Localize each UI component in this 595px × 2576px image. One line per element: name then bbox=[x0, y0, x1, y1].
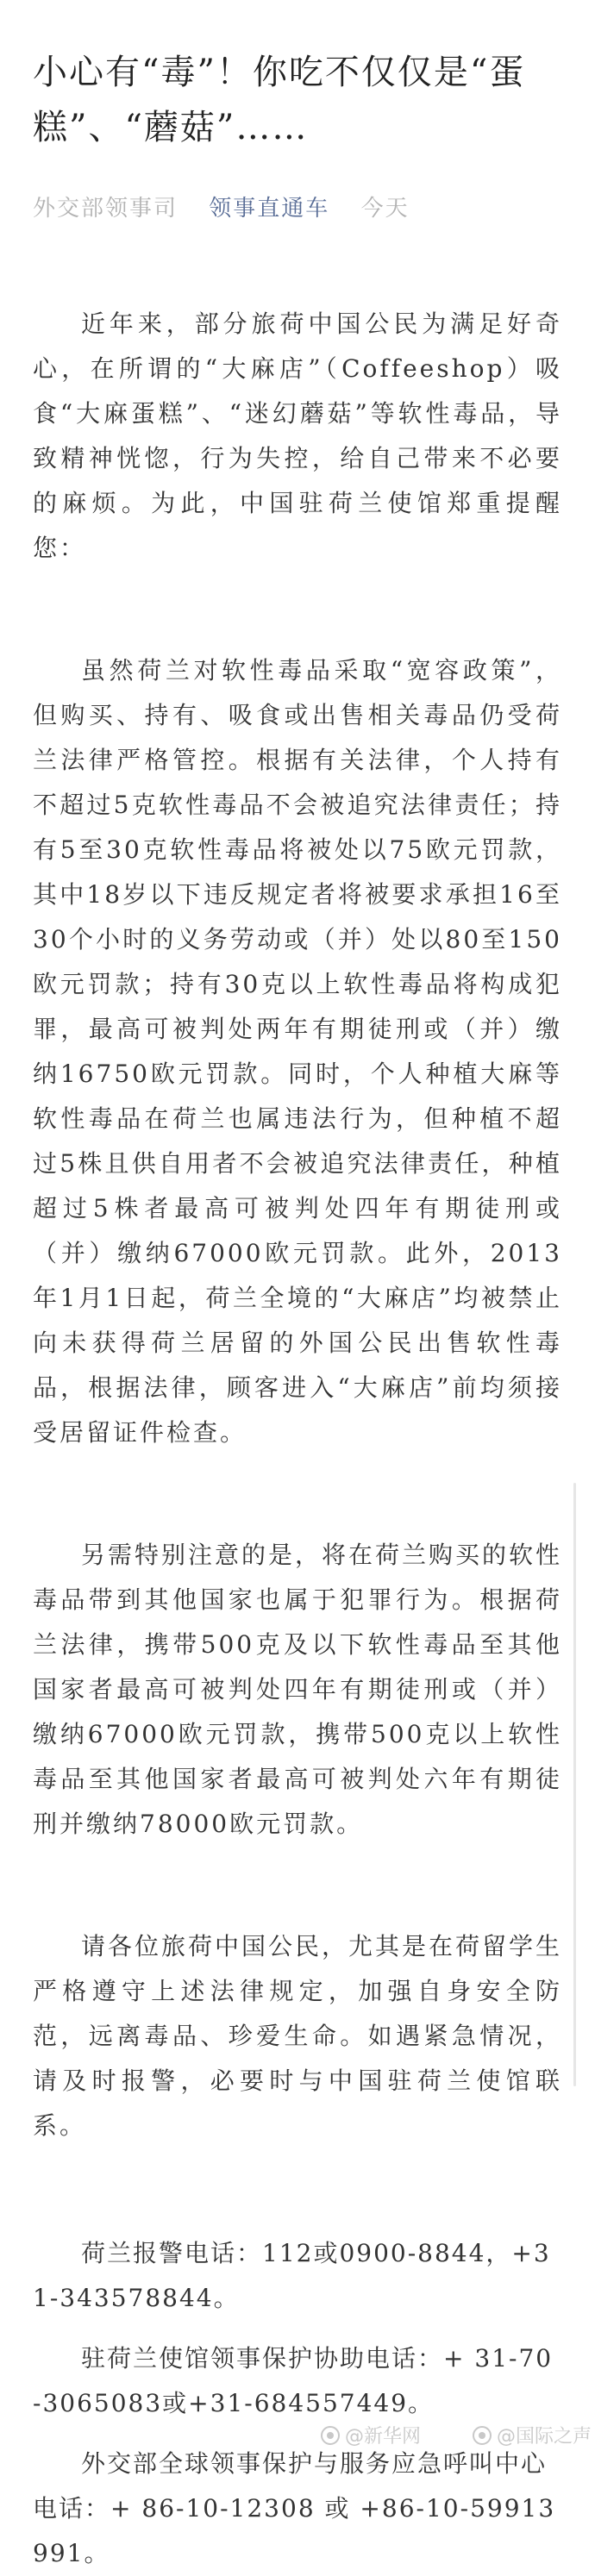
weibo-logo-icon bbox=[473, 2426, 492, 2445]
contact-label: 荷兰报警电话： bbox=[81, 2239, 263, 2267]
paragraph-intro: 近年来，部分旅荷中国公民为满足好奇心，在所谓的“大麻店”（Coffeeshop）吸食“大麻蛋糕”、“迷幻蘑菇”等软性毒品，导致精神恍惚，行为失控，给自己带来不必要的麻烦。为此，中国驻荷兰使馆郑重提醒您： bbox=[33, 309, 562, 562]
account-link[interactable]: 领事直通车 bbox=[209, 196, 330, 222]
author-name: 外交部领事司 bbox=[33, 196, 178, 222]
contact-number[interactable]: + 31-70-3065083或+31-684557449。 bbox=[33, 2344, 554, 2417]
contact-list bbox=[33, 2231, 562, 2576]
paragraph-warning: 另需特别注意的是，将在荷兰购买的软性毒品带到其他国家也属于犯罪行为。根据荷兰法律，携带500克及以下软性毒品至其他国家者最高可被判处四年有期徒刑或（并）缴纳67000欧元罚款，携带500克以上软性毒品至其他国家者最高可被判处六年有期徒刑并缴纳78000欧元罚款。 bbox=[33, 1541, 563, 1838]
contact-number[interactable]: + 86-10-12308 或 +86-10-59913991。 bbox=[33, 2494, 556, 2567]
article-meta bbox=[33, 193, 562, 224]
article-body bbox=[33, 302, 562, 2576]
watermark-text: @国际之声 bbox=[497, 2426, 592, 2448]
scrollbar[interactable] bbox=[573, 1483, 576, 2086]
weibo-logo-icon bbox=[321, 2426, 340, 2445]
watermark-xinhua bbox=[321, 2422, 421, 2448]
paragraph-advice: 请各位旅荷中国公民，尤其是在荷留学生严格遵守上述法律规定，加强自身安全防范，远离毒品、珍爱生命。如遇紧急情况，请及时报警，必要时与中国驻荷兰使馆联系。 bbox=[33, 1932, 563, 2140]
publish-date: 今天 bbox=[360, 196, 410, 222]
contact-police bbox=[33, 2231, 562, 2321]
contact-label: 驻荷兰使馆领事保护协助电话： bbox=[81, 2344, 444, 2373]
contact-embassy bbox=[33, 2336, 562, 2426]
contact-number[interactable]: 112或0900-8844，+31-343578844。 bbox=[33, 2239, 551, 2312]
watermarks bbox=[0, 2414, 595, 2448]
contact-label: 外交部全球领事保护与服务应急呼叫中心电话： bbox=[33, 2449, 548, 2523]
paragraph-law: 虽然荷兰对软性毒品采取“宽容政策”，但购买、持有、吸食或出售相关毒品仍受荷兰法律严格管控。根据有关法律，个人持有不超过5克软性毒品不会被追究法律责任；持有5至30克软性毒品将被处以75欧元罚款，其中18岁以下违反规定者将被要求承担16至30个小时的义务劳动或（并）处以80至150欧元罚款；持有30克以上软性毒品将构成犯罪，最高可被判处两年有期徒刑或（并）缴纳16750欧元罚款。同时，个人种植大麻等软性毒品在荷兰也属违法行为，但种植不超过5株且供自用者不会被追究法律责任，种植超过5株者最高可被判处四年有期徒刑或（并）缴纳67000欧元罚款。此外，2013年1月1日起，荷兰全境的“大麻店”均被禁止向未获得荷兰居留的外国公民出售软性毒品，根据法律，顾客进入“大麻店”前均须接受居留证件检查。 bbox=[33, 656, 562, 1447]
article-title: 小心有“毒”！你吃不仅仅是“蛋糕”、“蘑菇”…… bbox=[33, 53, 526, 147]
watermark-voice bbox=[473, 2422, 592, 2448]
watermark-text: @新华网 bbox=[345, 2426, 422, 2448]
contact-hotline bbox=[33, 2442, 562, 2576]
